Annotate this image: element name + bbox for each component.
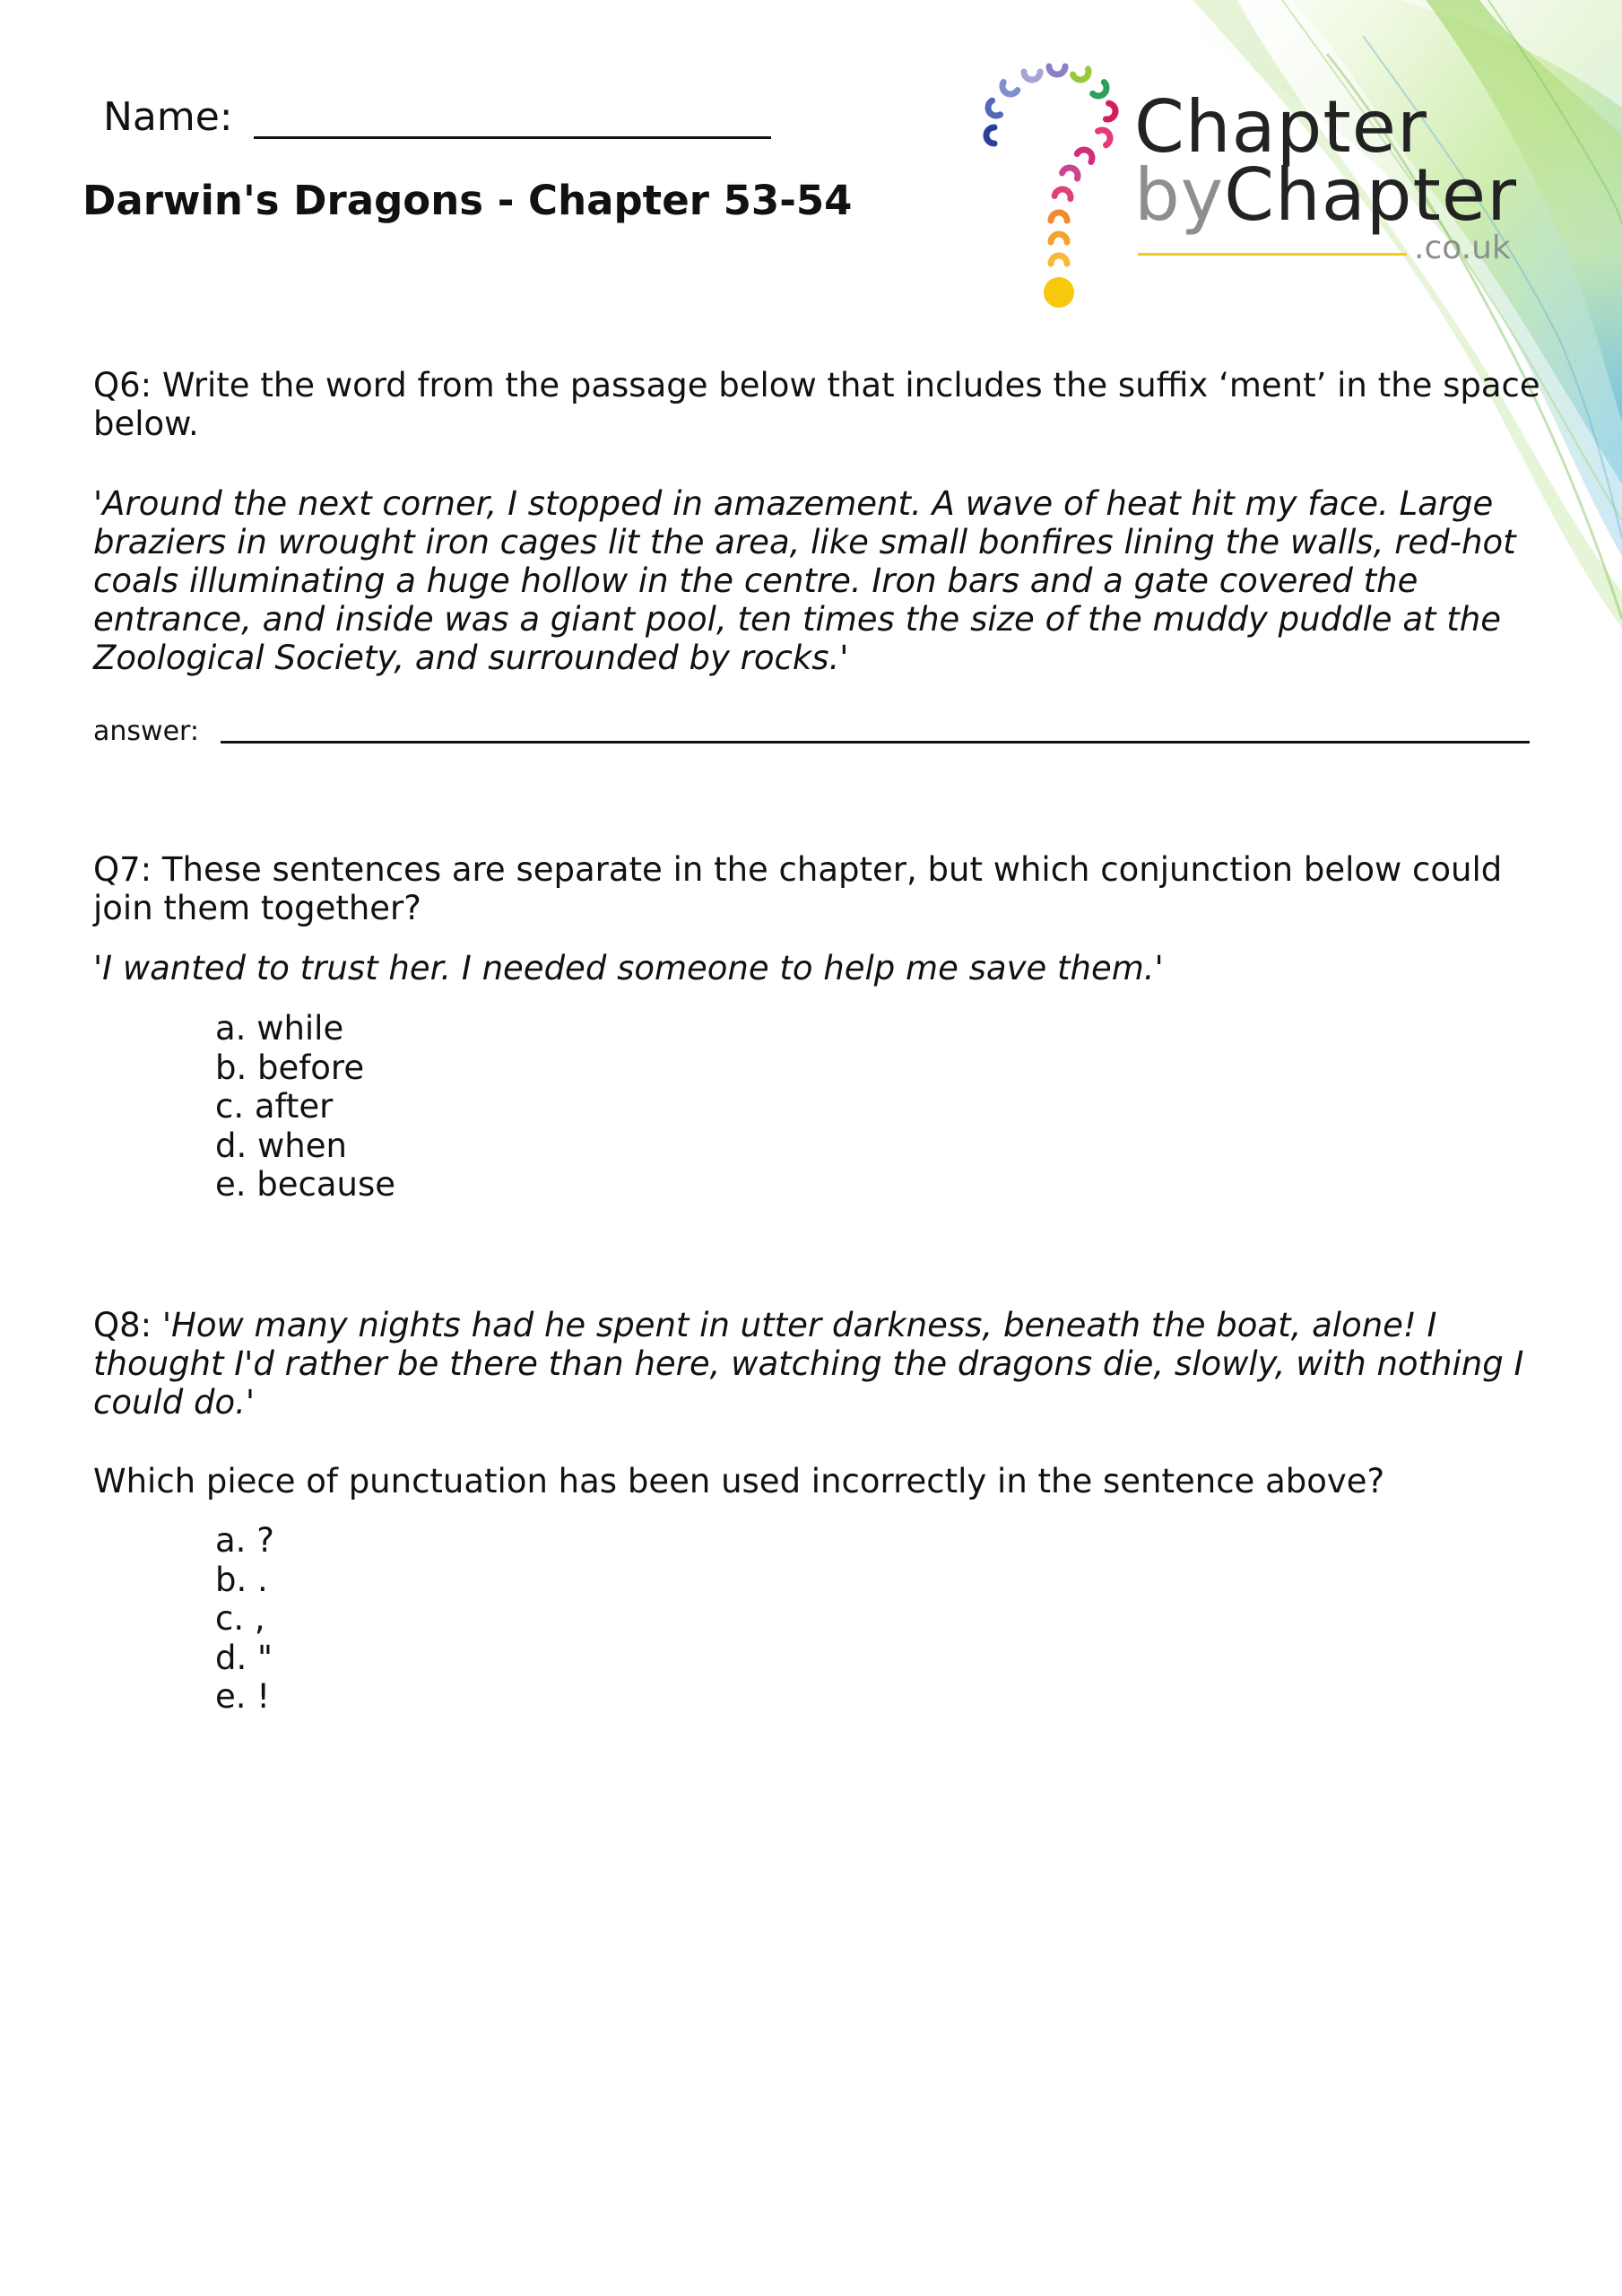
q8-quote: 'How many nights had he spent in utter darkness, beneath the boat, alone! I thought I'd rather be there than here, watching the dragons die, slowly, with nothing I could do.': [93, 1306, 1524, 1422]
worksheet-title: Darwin's Dragons - Chapter 53-54: [82, 177, 853, 224]
q7-option-a[interactable]: a. while: [215, 1009, 344, 1048]
q8-option-b[interactable]: b. .: [215, 1560, 268, 1599]
q6-answer-label: answer:: [93, 716, 199, 747]
logo-text-by: by: [1134, 153, 1225, 237]
name-input-line[interactable]: [254, 136, 771, 139]
q6-prompt: Q6: Write the word from the passage below that includes the suffix ‘ment’ in the space below.: [93, 366, 1540, 443]
chapter-by-chapter-logo: [1134, 85, 1529, 269]
q8-option-c[interactable]: c. ,: [215, 1599, 265, 1638]
q6-passage: 'Around the next corner, I stopped in amazement. A wave of heat hit my face. Large braziers in wrought iron cages lit the area, like small bonfires lining the walls, red-hot coals illuminating a huge hollow in the centre. Iron bars and a gate covered the entrance, and inside was a giant pool, ten times the size of the muddy puddle at the Zoological Society, and surrounded by rocks.': [93, 484, 1516, 677]
q7-option-d[interactable]: d. when: [215, 1126, 347, 1165]
q8-options: [215, 1521, 274, 1717]
q8-question: Which piece of punctuation has been used incorrectly in the sentence above?: [93, 1462, 1385, 1500]
logo-text-chapter-2: Chapter: [1224, 153, 1517, 237]
q7-option-e[interactable]: e. because: [215, 1165, 396, 1204]
chapter-by-chapter-logo-icon: [968, 52, 1130, 312]
logo-underline: [1138, 253, 1407, 256]
q8-option-a[interactable]: a. ?: [215, 1521, 274, 1560]
q7-prompt: Q7: These sentences are separate in the chapter, but which conjunction below could join them together?: [93, 850, 1503, 927]
name-label: Name:: [103, 94, 233, 140]
logo-domain: .co.uk: [1414, 230, 1511, 266]
q7-option-c[interactable]: c. after: [215, 1087, 334, 1126]
q7-option-b[interactable]: b. before: [215, 1048, 365, 1087]
q7-options: [215, 1009, 395, 1205]
q7-quote: 'I wanted to trust her. I needed someone to help me save them.': [93, 949, 1164, 987]
q8-option-e[interactable]: e. !: [215, 1677, 271, 1716]
logo-text-line2: [1134, 153, 1517, 237]
q8-prompt: [93, 1306, 1546, 1422]
q8-option-d[interactable]: d. ": [215, 1638, 273, 1677]
logo-text-chapter: Chapter: [1134, 85, 1427, 169]
q6-answer-line[interactable]: [221, 741, 1530, 744]
q8-label: Q8:: [93, 1306, 162, 1344]
